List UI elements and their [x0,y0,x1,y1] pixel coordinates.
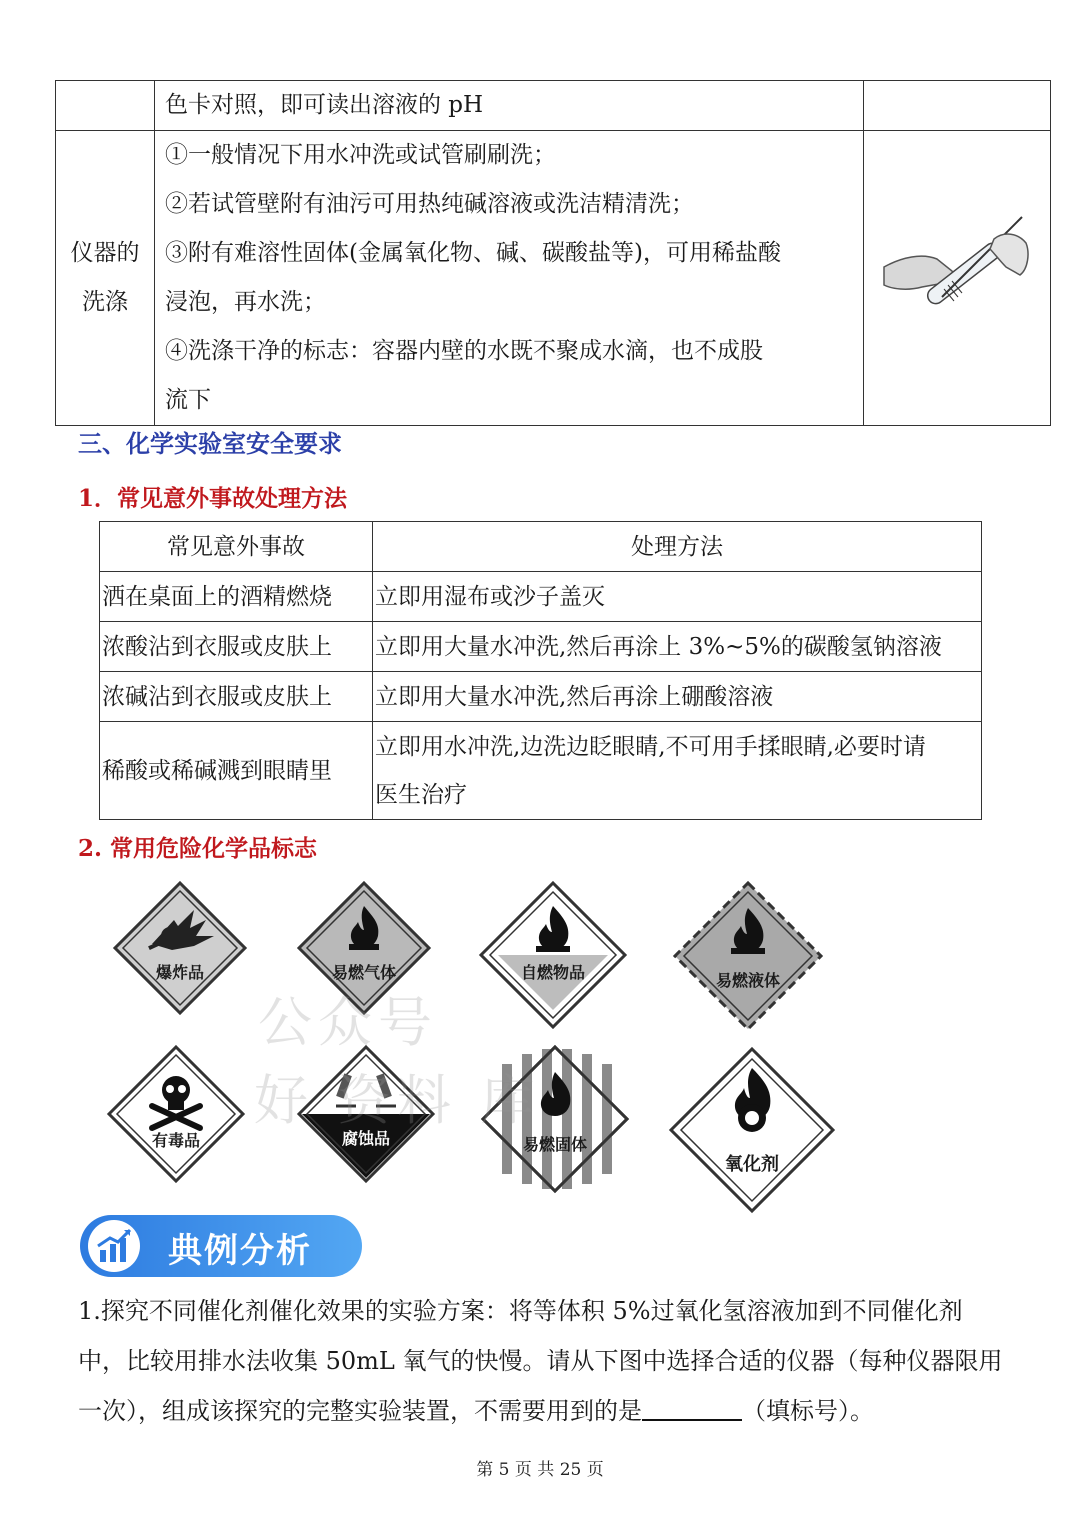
accident-table [99,521,982,820]
page-footer: 第 5 页 共 25 页 [476,1460,604,1480]
washing-step-4-cont: 流下 [165,387,211,413]
banner-title: 典例分析 [168,1231,312,1271]
table-row [100,622,982,672]
watermark-line2: 好 资料 库 [254,1069,541,1132]
empty-cell [864,81,1051,131]
table-row [56,81,1051,131]
washing-table [55,80,1051,426]
subsection-1-title: 1．常见意外事故处理方法 [78,485,348,512]
table-row [100,572,982,622]
sign-label: 易燃固体 [522,1135,587,1154]
section-3-title: 三、化学实验室安全要求 [78,429,342,458]
table-row [100,672,982,722]
test-tube-illustration-cell [864,131,1051,426]
accident-cell: 浓碱沾到衣服或皮肤上 [100,672,373,722]
example-analysis-banner [80,1215,362,1277]
sign-label: 易燃气体 [331,963,396,982]
washing-step-3: ③附有难溶性固体(金属氧化物、碱、碳酸盐等)，可用稀盐酸 [165,240,781,266]
flame-icon [478,880,628,1030]
skull-icon [106,1044,246,1184]
sign-flammable-liquid [672,880,824,1032]
watermark-line1: 公众号 [258,991,438,1054]
answer-blank[interactable] [642,1393,742,1421]
subsection-2-title: 2. 常用危险化学品标志 [78,835,318,862]
washing-step-2: ②若试管壁附有油污可用热纯碱溶液或洗洁精清洗； [165,191,694,217]
method-cell: 立即用湿布或沙子盖灭 [373,572,982,622]
sign-label: 爆炸品 [155,963,204,982]
washing-step-3-cont: 浸泡，再水洗； [165,289,326,315]
question-text: 1.探究不同催化剂催化效果的实验方案：将等体积 5%过氧化氢溶液加到不同催化剂中，比较用排水法收集 50mL 氧气的快慢。请从下图中选择合适的仪器（每种仪器限用一次），组成该探究的完整实验装置，不需要用到的是 [78,1297,1003,1425]
header-accident: 常见意外事故 [100,522,373,572]
sign-label: 自燃物品 [520,963,585,982]
method-line-1: 立即用水冲洗,边洗边眨眼睛,不可用手揉眼睛,必要时请 [375,733,926,760]
washing-label-line1: 仪器的 [70,240,140,266]
washing-label-line2: 洗涤 [82,289,128,315]
empty-cell [56,81,155,131]
sign-label: 有毒品 [151,1131,200,1150]
washing-step-4: ④洗涤干净的标志：容器内壁的水既不聚成水滴，也不成股 [165,338,763,364]
method-line-2: 医生治疗 [375,781,467,808]
table-header-row [100,522,982,572]
question-text-end: （填标号）。 [742,1397,874,1425]
washing-steps-cell [155,131,864,426]
flame-over-circle-icon [668,1046,836,1214]
sign-oxidizer [668,1046,836,1214]
accident-cell: 洒在桌面上的酒精燃烧 [100,572,373,622]
washing-step-1: ①一般情况下用水冲洗或试管刷刷洗； [165,142,556,168]
method-cell: 立即用大量水冲洗,然后再涂上 3%~5%的碳酸氢钠溶液 [373,622,982,672]
sign-label: 氧化剂 [725,1154,779,1175]
header-method: 处理方法 [373,522,982,572]
explosion-icon [112,880,248,1016]
flame-icon [672,880,824,1032]
sign-spontaneous [478,880,628,1030]
bar-chart-icon [88,1220,140,1272]
accident-cell: 稀酸或稀碱溅到眼睛里 [100,722,373,820]
method-cell: 立即用大量水冲洗,然后再涂上硼酸溶液 [373,672,982,722]
washing-label-cell [56,131,155,426]
test-tube-brush-illustration [882,209,1032,329]
ph-continuation-cell: 色卡对照，即可读出溶液的 pH [155,81,864,131]
sign-label: 易燃液体 [715,971,780,990]
sign-toxic [106,1044,246,1184]
table-row [56,131,1051,426]
accident-cell: 浓酸沾到衣服或皮肤上 [100,622,373,672]
table-row [100,722,982,820]
question-1 [78,1286,1008,1436]
sign-explosive [112,880,248,1016]
method-cell [373,722,982,820]
sign-label: 腐蚀品 [341,1129,390,1148]
